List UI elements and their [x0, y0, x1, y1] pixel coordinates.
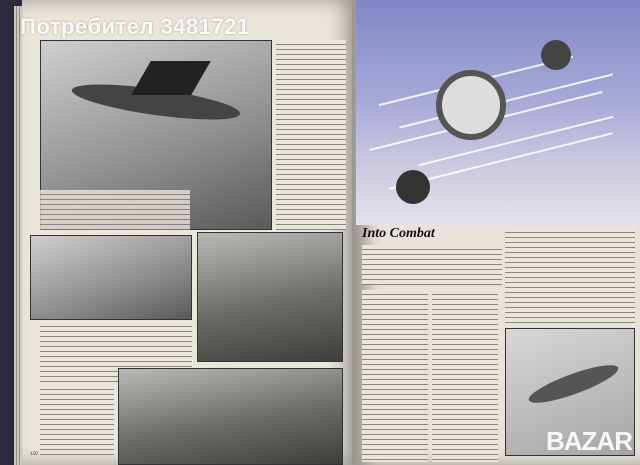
text-column [505, 228, 635, 323]
watermark: Потребител 3481721 [20, 14, 250, 39]
page-number: 150 [30, 452, 38, 457]
text-column [432, 290, 498, 462]
text-column [362, 290, 428, 462]
photo-me262-ground-crew [197, 232, 343, 362]
photo-caption [40, 190, 190, 230]
article-heading: Into Combat [362, 226, 435, 241]
intro-text [362, 245, 502, 285]
text-column [276, 40, 346, 230]
painting-jets-in-flight [356, 0, 640, 225]
text-column [40, 385, 114, 455]
photo-ar234-bomber [118, 368, 343, 465]
photo-fighters-lineup [30, 235, 192, 320]
bazar-logo: BAZAR [546, 426, 632, 456]
